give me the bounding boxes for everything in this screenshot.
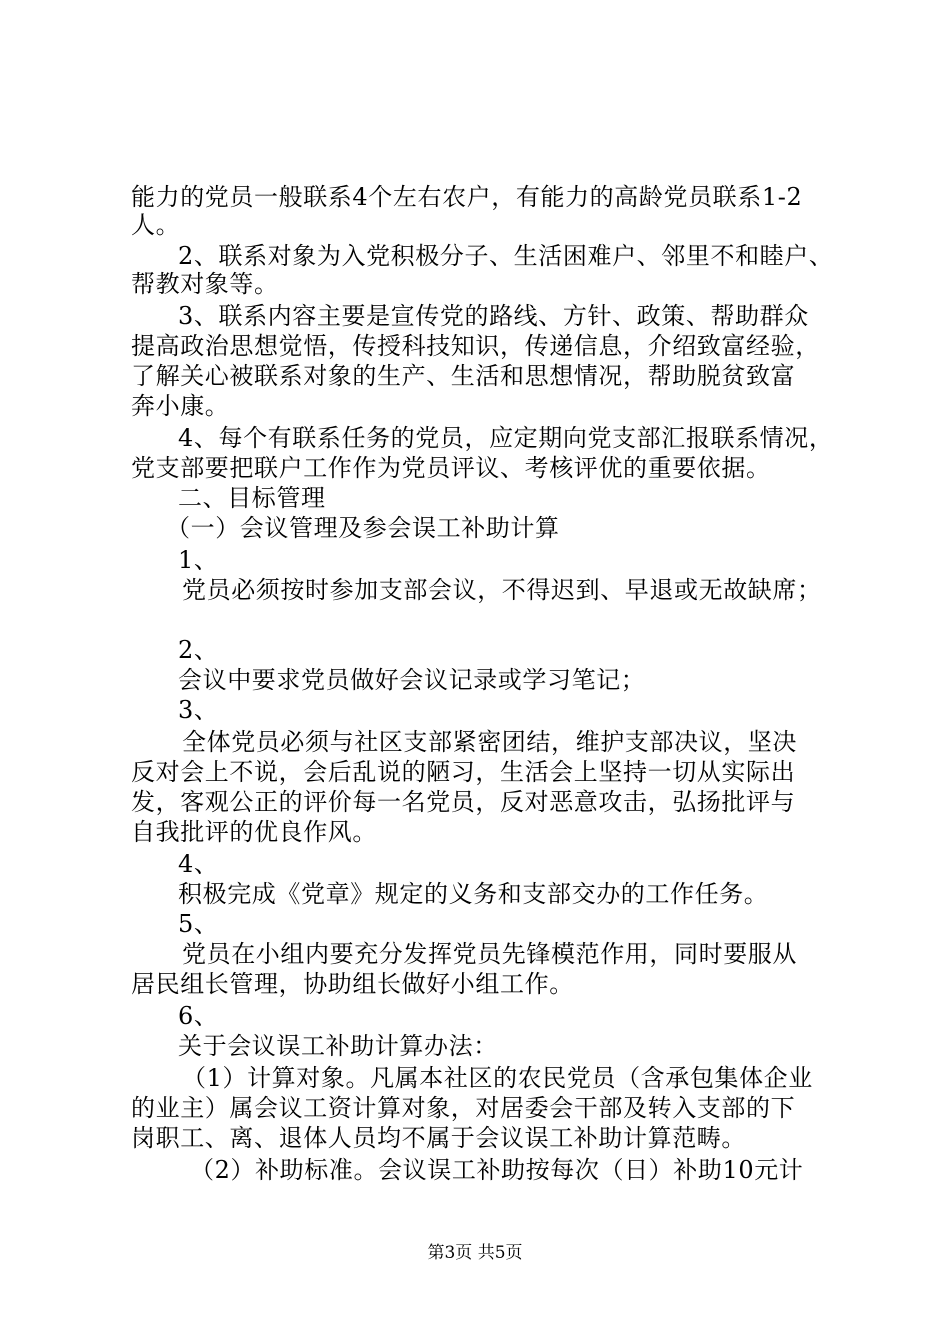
item-text-4: 积极完成《党章》规定的义务和支部交办的工作任务。 [178, 880, 769, 908]
item-text-3b: 反对会上不说，会后乱说的陋习，生活会上坚持一切从实际出 [131, 758, 796, 786]
text-line-1: 能力的党员一般联系4个左右农户，有能力的高龄党员联系1-2 [131, 183, 803, 211]
text-line-2: 人。 [131, 211, 181, 239]
item-number-2: 2、 [178, 636, 219, 664]
clause-1a: （1）计算对象。凡属本社区的农民党员（含承包集体企业 [182, 1064, 813, 1092]
item-text-2: 会议中要求党员做好会议记录或学习笔记； [178, 666, 646, 694]
text-line-5: 3、联系内容主要是宣传党的路线、方针、政策、帮助群众 [178, 302, 809, 330]
item-text-3d: 自我批评的优良作风。 [131, 818, 377, 846]
subsection-heading: （一）会议管理及参会误工补助计算 [166, 514, 560, 542]
text-line-8: 奔小康。 [131, 392, 230, 420]
page-footer: 第3页 共5页 [427, 1243, 523, 1263]
item-number-5: 5、 [178, 910, 219, 938]
text-line-10: 党支部要把联户工作作为党员评议、考核评优的重要依据。 [131, 454, 771, 482]
item-number-3: 3、 [178, 696, 219, 724]
item-text-5b: 居民组长管理，协助组长做好小组工作。 [131, 970, 574, 998]
item-text-5a: 党员在小组内要充分发挥党员先锋模范作用，同时要服从 [182, 940, 797, 968]
text-line-3: 2、联系对象为入党积极分子、生活困难户、邻里不和睦户、 [178, 242, 834, 270]
clause-1c: 岗职工、离、退体人员均不属于会议误工补助计算范畴。 [131, 1124, 746, 1152]
item-number-4: 4、 [178, 850, 219, 878]
item-text-3c: 发，客观公正的评价每一名党员，反对恶意攻击，弘扬批评与 [131, 788, 796, 816]
text-line-4: 帮教对象等。 [131, 270, 279, 298]
item-text-3a: 全体党员必须与社区支部紧密团结，维护支部决议，坚决 [182, 728, 797, 756]
text-line-9: 4、每个有联系任务的党员，应定期向党支部汇报联系情况， [178, 424, 834, 452]
clause-2a: （2）补助标准。会议误工补助按每次（日）补助10元计 [190, 1156, 804, 1184]
item-number-1: 1、 [178, 546, 219, 574]
item-text-6: 关于会议误工补助计算办法： [178, 1032, 498, 1060]
item-text-1: 党员必须按时参加支部会议，不得迟到、早退或无故缺席； [182, 576, 822, 604]
section-heading: 二、目标管理 [178, 484, 326, 512]
text-line-7: 了解关心被联系对象的生产、生活和思想情况，帮助脱贫致富 [131, 362, 796, 390]
text-line-6: 提高政治思想觉悟，传授科技知识，传递信息，介绍致富经验， [131, 332, 820, 360]
item-number-6: 6、 [178, 1002, 219, 1030]
clause-1b: 的业主）属会议工资计算对象，对居委会干部及转入支部的下 [131, 1094, 796, 1122]
